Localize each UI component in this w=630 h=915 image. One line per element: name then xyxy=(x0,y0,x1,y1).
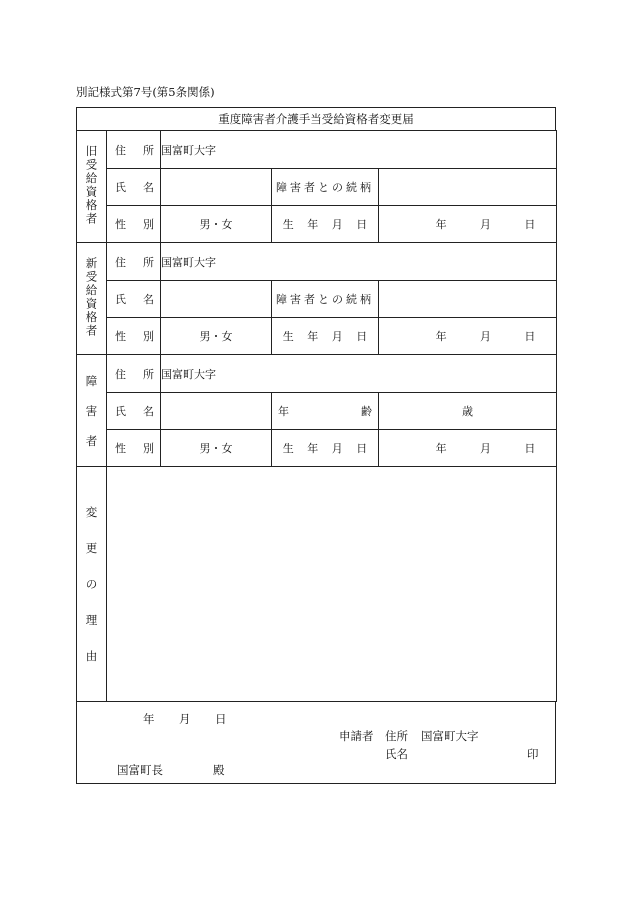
sex-field[interactable]: 男・女 xyxy=(161,318,272,355)
age-field[interactable] xyxy=(379,393,557,430)
disabled-person-section-label: 障 害 者 xyxy=(77,355,107,467)
date-year: 年 xyxy=(143,712,155,726)
old-sex-row xyxy=(77,206,557,243)
applicant-address-label: 住所 xyxy=(385,729,408,743)
relation-field[interactable] xyxy=(379,281,557,318)
form-caption: 別記様式第7号(第5条関係) xyxy=(76,85,215,99)
address-field[interactable]: 国富町大字 xyxy=(161,355,557,393)
applicant-label: 申請者 xyxy=(339,729,374,743)
birthdate-label: 生 年 月 日 xyxy=(282,442,368,455)
old-qualifier-section-label: 旧受給資格者 xyxy=(77,131,107,243)
reason-field[interactable] xyxy=(107,467,557,702)
age-unit: 歳 xyxy=(462,405,474,418)
reason-label: 変 更 の 理 由 xyxy=(77,467,107,702)
relation-label: 障害者との続柄 xyxy=(272,281,379,318)
age-label: 年 齢 xyxy=(278,405,372,418)
address-label: 住 所 xyxy=(115,367,154,381)
relation-field[interactable] xyxy=(379,169,557,206)
reason-row xyxy=(77,467,557,702)
date-day: 日 xyxy=(215,712,227,726)
sex-field[interactable]: 男・女 xyxy=(161,430,272,467)
honorific: 殿 xyxy=(213,763,225,777)
new-name-row xyxy=(77,281,557,318)
address-field[interactable]: 国富町大字 xyxy=(161,131,557,169)
new-address-row xyxy=(77,243,557,281)
date-month: 月 xyxy=(179,712,191,726)
seal-mark: 印 xyxy=(527,747,539,761)
new-qualifier-section-label: 新受給資格者 xyxy=(77,243,107,355)
sex-label: 性 別 xyxy=(115,442,154,455)
applicant-address-field[interactable]: 国富町大字 xyxy=(421,729,479,743)
name-label: 氏 名 xyxy=(115,181,154,194)
address-field[interactable]: 国富町大字 xyxy=(161,243,557,281)
name-field[interactable] xyxy=(161,281,272,318)
name-label: 氏 名 xyxy=(115,405,154,418)
new-sex-row xyxy=(77,318,557,355)
addressee: 国富町長 xyxy=(117,763,163,777)
disabled-name-row xyxy=(77,393,557,430)
birthdate-field[interactable]: 年 月 日 xyxy=(435,330,536,343)
disabled-address-row xyxy=(77,355,557,393)
address-label: 住 所 xyxy=(115,143,154,157)
birthdate-field[interactable]: 年 月 日 xyxy=(435,218,536,231)
applicant-name-label: 氏名 xyxy=(385,747,408,761)
relation-label: 障害者との続柄 xyxy=(272,169,379,206)
sex-label: 性 別 xyxy=(115,218,154,231)
address-label: 住 所 xyxy=(115,255,154,269)
name-field[interactable] xyxy=(161,169,272,206)
name-label: 氏 名 xyxy=(115,293,154,306)
birthdate-field[interactable]: 年 月 日 xyxy=(435,442,536,455)
form-title: 重度障害者介護手当受給資格者変更届 xyxy=(76,107,556,131)
old-name-row xyxy=(77,169,557,206)
birthdate-label: 生 年 月 日 xyxy=(282,330,368,343)
applicant-footer xyxy=(76,702,556,784)
sex-field[interactable]: 男・女 xyxy=(161,206,272,243)
birthdate-label: 生 年 月 日 xyxy=(282,218,368,231)
disabled-sex-row xyxy=(77,430,557,467)
name-field[interactable] xyxy=(161,393,272,430)
old-address-row xyxy=(77,131,557,169)
form-table xyxy=(76,130,557,702)
sex-label: 性 別 xyxy=(115,330,154,343)
